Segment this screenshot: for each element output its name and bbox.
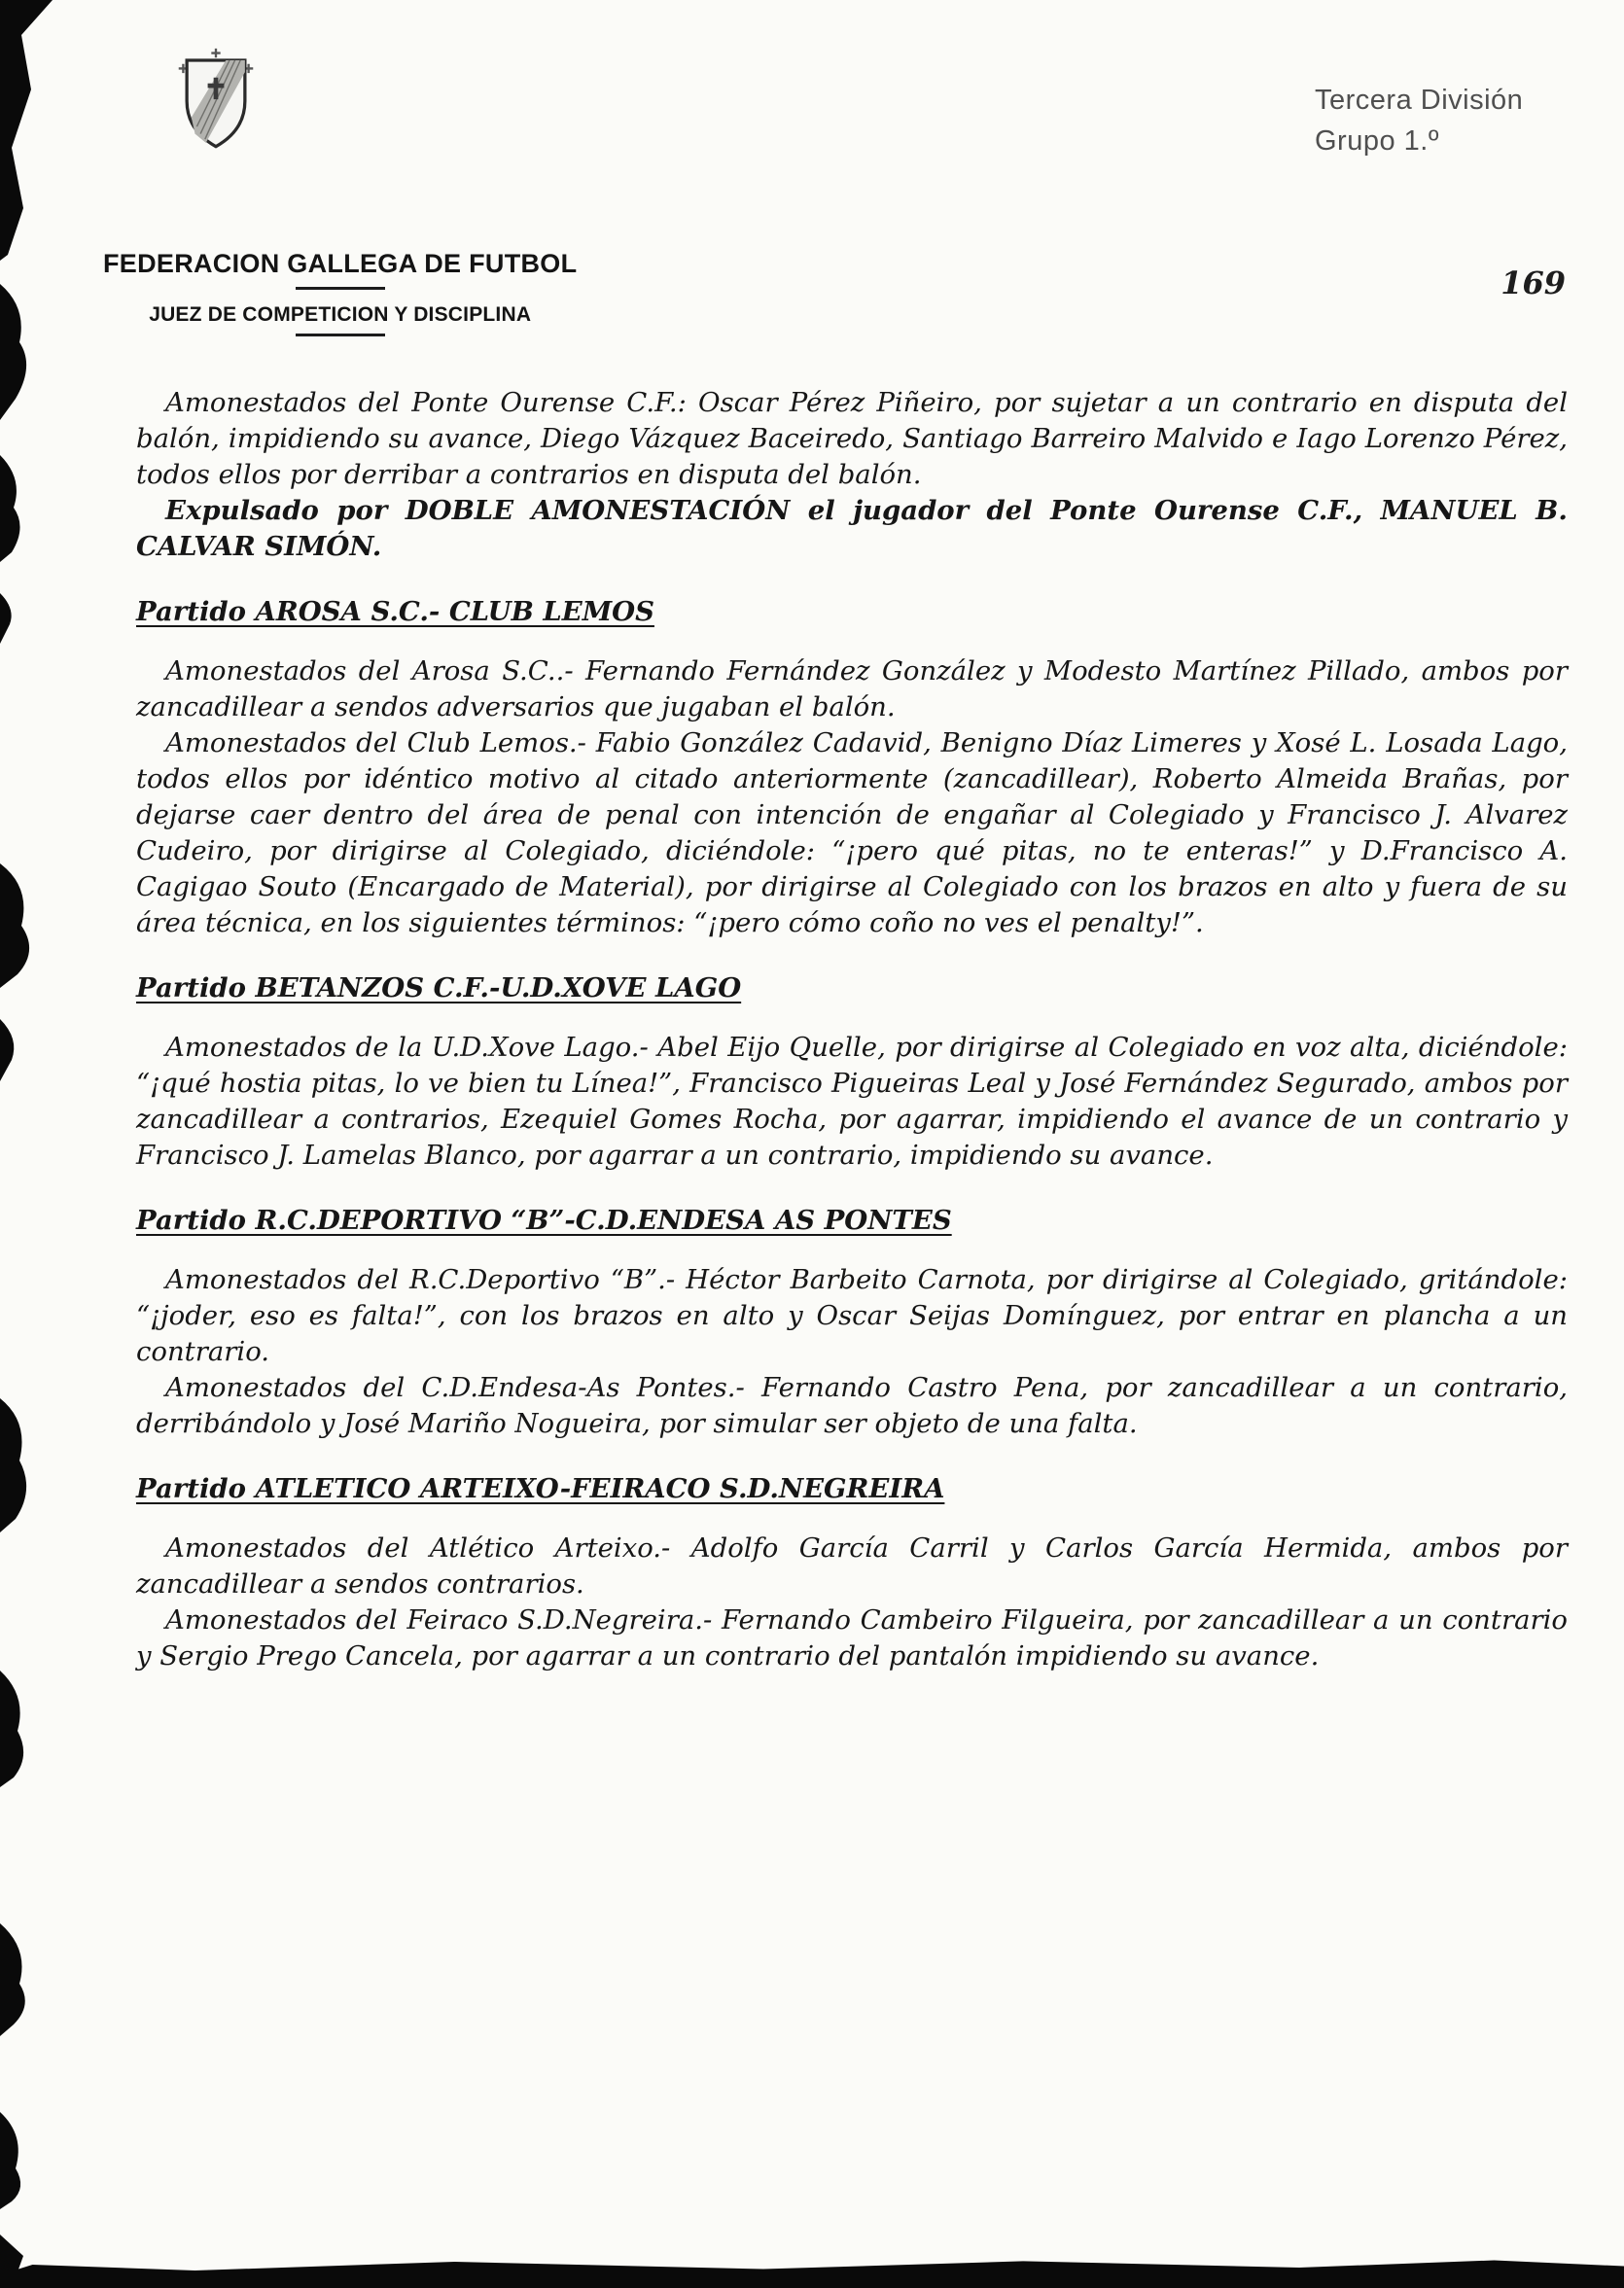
report-paragraph: Amonestados del R.C.Deportivo “B”.- Héctor Barbeito Carnota, por dirigirse al Colegiado, gritándole: “¡joder, eso es falta!”, con los brazos en alto y Oscar Seijas Domínguez, por entrar en plancha a un contrario. <box>136 1264 1568 1367</box>
federation-name: FEDERACION GALLEGA DE FUTBOL <box>103 249 578 278</box>
competition-title: Tercera División <box>1315 85 1524 116</box>
page-number: 169 <box>1500 264 1566 301</box>
committee-name: JUEZ DE COMPETICION Y DISCIPLINA <box>149 303 532 326</box>
scan-bottom-edge <box>0 2259 1624 2288</box>
competition-group: Grupo 1.º <box>1315 125 1439 157</box>
report-paragraph: Amonestados del Feiraco S.D.Negreira.- Fernando Cambeiro Filgueira, por zancadillear a un contrario y Sergio Prego Cancela, por agarrar a un contrario del pantalón impidiendo su avance. <box>136 1604 1568 1672</box>
report-paragraph: Amonestados del C.D.Endesa-As Pontes.- Fernando Castro Pena, por zancadillear a un contrario, derribándolo y José Mariño Nogueira, por simular ser objeto de una falta. <box>136 1372 1568 1439</box>
federation-header <box>103 249 577 350</box>
document-body <box>136 385 1568 1674</box>
match-heading: Partido BETANZOS C.F.-U.D.XOVE LAGO <box>136 972 742 1003</box>
competition-info <box>1315 80 1523 161</box>
torn-edge-artifact <box>0 0 97 2288</box>
report-paragraph: Expulsado por DOBLE AMONESTACIÓN el jugador del Ponte Ourense C.F., MANUEL B. CALVAR SIMÓN. <box>136 495 1568 562</box>
committee-name-divider <box>296 334 385 336</box>
match-heading: Partido ATLETICO ARTEIXO-FEIRACO S.D.NEGREIRA <box>136 1473 945 1504</box>
match-heading: Partido AROSA S.C.- CLUB LEMOS <box>136 596 654 627</box>
report-paragraph: Amonestados del Atlético Arteixo.- Adolfo García Carril y Carlos García Hermida, ambos por zancadillear a sendos contrarios. <box>136 1532 1568 1600</box>
match-heading: Partido R.C.DEPORTIVO “B”-C.D.ENDESA AS PONTES <box>136 1205 952 1236</box>
federation-crest-logo <box>175 47 257 156</box>
report-paragraph: Amonestados del Club Lemos.- Fabio González Cadavid, Benigno Díaz Limeres y Xosé L. Losada Lago, todos ellos por idéntico motivo al citado anteriormente (zancadillear), Roberto Almeida Brañas, por dejarse caer dentro del área de penal con intención de engañar al Colegiado y Francisco J. Alvarez Cudeiro, por dirigirse al Colegiado, diciéndole: “¡pero qué pitas, no te enteras!” y D.Francisco A. Cagigao Souto (Encargado de Material), por dirigirse al Colegiado con los brazos en alto y fuera de su área técnica, en los siguientes términos: “¡pero cómo coño no ves el penalty!”. <box>136 727 1568 938</box>
federation-name-divider <box>296 287 385 290</box>
report-paragraph: Amonestados de la U.D.Xove Lago.- Abel Eijo Quelle, por dirigirse al Colegiado en voz alta, diciéndole: “¡qué hostia pitas, lo ve bien tu Línea!”, Francisco Pigueiras Leal y José Fernández Segurado, ambos por zancadillear a contrarios, Ezequiel Gomes Rocha, por agarrar, impidiendo el avance de un contrario y Francisco J. Lamelas Blanco, por agarrar a un contrario, impidiendo su avance. <box>136 1032 1568 1171</box>
report-paragraph: Amonestados del Ponte Ourense C.F.: Oscar Pérez Piñeiro, por sujetar a un contrario en disputa del balón, impidiendo su avance, Diego Vázquez Baceiredo, Santiago Barreiro Malvido e Iago Lorenzo Pérez, todos ellos por derribar a contrarios en disputa del balón. <box>136 387 1568 490</box>
report-paragraph: Amonestados del Arosa S.C..- Fernando Fernández González y Modesto Martínez Pillado, ambos por zancadillear a sendos adversarios que jugaban el balón. <box>136 655 1568 722</box>
